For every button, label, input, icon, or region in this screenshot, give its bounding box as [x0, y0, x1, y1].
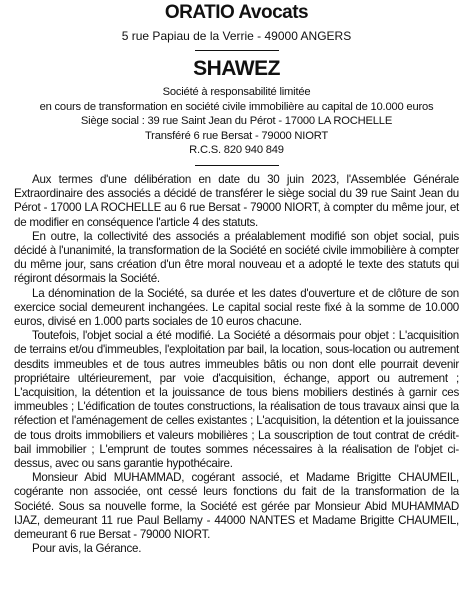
paragraph-transfer: Aux termes d'une délibération en date du 30 juin 2023, l'Assemblée Générale Extraordinaire des associés a décidé de transférer le siège social du 39 rue Saint Jean du Pérot - 17000 LA ROCHELLE au 6 rue Bersat - 79000 NIORT, à compter du même jour, et de modifier en conséquence l'article 4 des statuts.: [14, 172, 459, 229]
company-info: [14, 85, 459, 158]
company-legal-form: Société à responsabilité limitée: [162, 86, 311, 98]
paragraph-capital: La dénomination de la Société, sa durée et les dates d'ouverture et de clôture de son exercice social demeurent inchangées. Le capital social reste fixé à la somme de 10.000 euros, divisé en 1.000 parts sociales de 10 euros chacune.: [14, 286, 459, 328]
firm-address: 5 rue Papiau de la Verrie - 49000 ANGERS: [121, 29, 352, 43]
company-transformation: en cours de transformation en société civile immobilière au capital de 10.000 euros: [39, 100, 434, 113]
company-name: SHAWEZ: [193, 57, 280, 80]
divider: [195, 50, 279, 51]
paragraph-signature: Pour avis, la Gérance.: [32, 542, 142, 556]
company-new-office: Transféré 6 rue Bersat - 79000 NIORT: [144, 129, 329, 142]
paragraph-management: Monsieur Abid MUHAMMAD, cogérant associé, et Madame Brigitte CHAUMEIL, cogérante non associée, ont cessé leurs fonctions du fait de la transformation de la Société. Sous sa nouvelle forme, la Société est gérée par Monsieur Abid MUHAMMAD IJAZ, demeurant 11 rue Paul Bellamy - 44000 NANTES et Madame Brigitte CHAUMEIL, demeurant 6 rue Bersat - 79000 NIORT.: [14, 471, 459, 542]
legal-notice: [0, 2, 473, 590]
paragraph-object: Toutefois, l'objet social a été modifié. La Société a désormais pour objet : L'acquisition de terrains et/ou d'immeubles, l'exploitation par bail, la location, sous-location ou autrement desdits immeubles et de tous autres immeubles bâtis ou non dont elle pourrait devenir propriétaire ultérieurement, par voie d'acquisition, échange, apport ou autrement ; L'acquisition, la détention et la jouissance de tous biens mobiliers destinés à garnir ces immeubles ; L'édification de toutes constructions, la réalisation de tous travaux ainsi que la réfection et l'aménagement de celles existantes ; L'acquisition, la détention et la jouissance de tous droits immobiliers et valeurs mobilières ; La souscription de tout contrat de crédit-bail immobilier ; L'emprunt de toutes sommes nécessaires à la réalisation de l'objet ci-dessus, avec ou sans garantie hypothécaire.: [14, 329, 459, 471]
company-registered-office: Siège social : 39 rue Saint Jean du Pérot - 17000 LA ROCHELLE: [80, 115, 393, 128]
paragraph-transformation: En outre, la collectivité des associés a préalablement modifié son objet social, puis décidé à l'unanimité, la transformation de la Société en société civile immobilière à compter du même jour, sans création d'un être moral nouveau et a adopté le texte des statuts qui régiront désormais la Société.: [14, 229, 459, 286]
firm-name: ORATIO Avocats: [164, 2, 309, 23]
divider: [195, 165, 279, 166]
company-rcs: R.C.S. 820 940 849: [189, 144, 284, 157]
notice-body: [14, 173, 459, 556]
